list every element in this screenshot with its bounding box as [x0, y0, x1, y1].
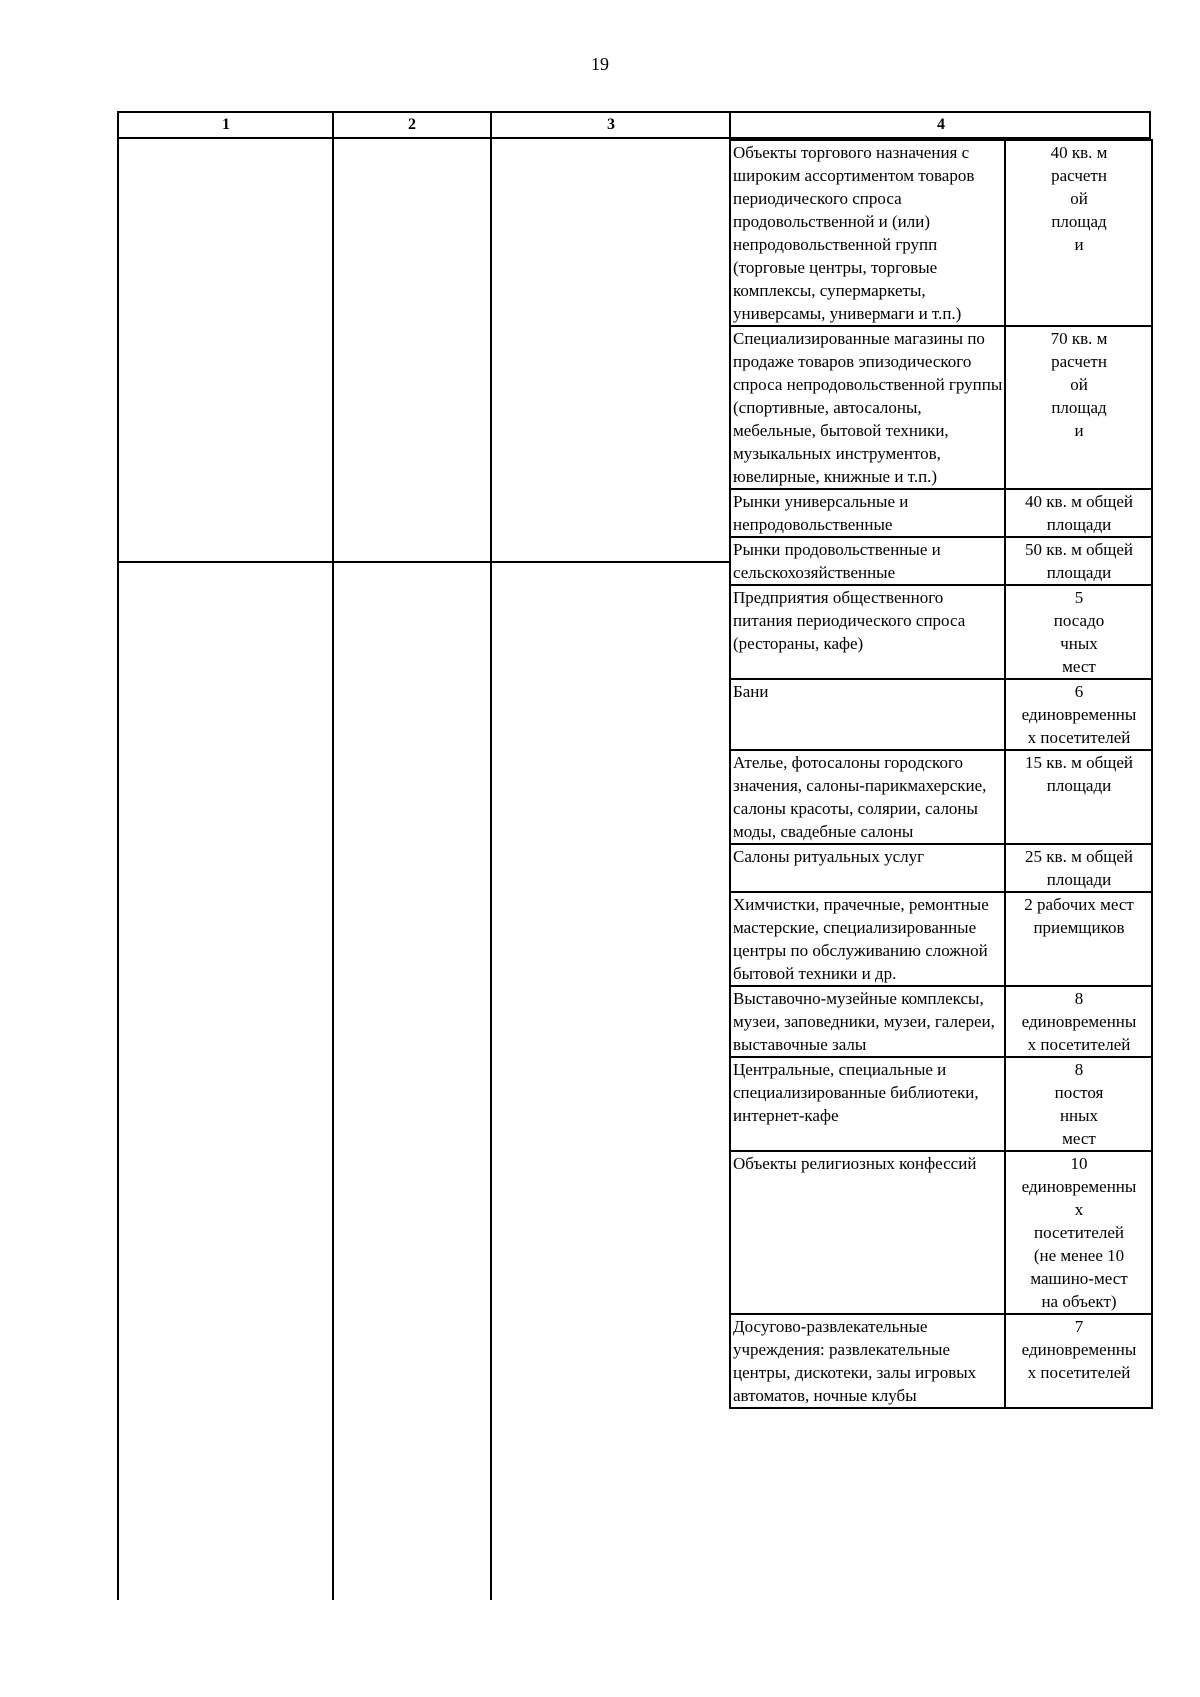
table-row: [730, 679, 1152, 750]
table-row: [730, 537, 1152, 585]
facility-type-cell: Объекты религиозных конфессий: [730, 1151, 1005, 1314]
norm-cell: 8 единовременны х посетителей: [1005, 986, 1152, 1057]
facility-type-cell: Ателье, фотосалоны городского значения, салоны-парикмахерские, салоны красоты, солярии, салоны моды, свадебные салоны: [730, 750, 1005, 844]
facility-type-cell: Предприятия общественного питания периодического спроса (рестораны, кафе): [730, 585, 1005, 679]
norm-cell: 15 кв. м общей площади: [1005, 750, 1152, 844]
facility-type-cell: Специализированные магазины по продаже товаров эпизодического спроса непродовольственной группы (спортивные, автосалоны, мебельные, бытовой техники, музыкальных инструментов, ювелирные, книжные и т.п.): [730, 326, 1005, 489]
column-divider-2-3: [490, 111, 492, 1600]
norm-cell: 40 кв. м расчетн ой площад и: [1005, 140, 1152, 326]
table-row: [730, 489, 1152, 537]
table-row: [730, 892, 1152, 986]
facility-type-cell: Бани: [730, 679, 1005, 750]
norm-cell: 50 кв. м общей площади: [1005, 537, 1152, 585]
facility-type-cell: Выставочно-музейные комплексы, музеи, заповедники, музеи, галереи, выставочные залы: [730, 986, 1005, 1057]
facility-type-cell: Салоны ритуальных услуг: [730, 844, 1005, 892]
norm-cell: 6 единовременны х посетителей: [1005, 679, 1152, 750]
norm-cell: 8 постоя нных мест: [1005, 1057, 1152, 1151]
column-header-2: 2: [408, 116, 416, 133]
table-row: [730, 844, 1152, 892]
table-row: [730, 585, 1152, 679]
norm-cell: 5 посадо чных мест: [1005, 585, 1152, 679]
norms-table: [729, 139, 1153, 1409]
table-row: [730, 1314, 1152, 1408]
column-divider-1-2: [332, 111, 334, 1600]
table-row: [730, 1151, 1152, 1314]
column-divider-3-4: [729, 111, 731, 141]
norm-cell: 10 единовременны х посетителей (не менее 10 машино-мест на объект): [1005, 1151, 1152, 1314]
facility-type-cell: Рынки универсальные и непродовольственные: [730, 489, 1005, 537]
facility-type-cell: Центральные, специальные и специализированные библиотеки, интернет-кафе: [730, 1057, 1005, 1151]
facility-type-cell: Объекты торгового назначения с широким ассортиментом товаров периодического спроса продовольственной и (или) непродовольственной групп (торговые центры, торговые комплексы, супермаркеты, универсамы, универмаги и т.п.): [730, 140, 1005, 326]
facility-type-cell: Рынки продовольственные и сельскохозяйственные: [730, 537, 1005, 585]
norm-cell: 70 кв. м расчетн ой площад и: [1005, 326, 1152, 489]
table-row: [730, 140, 1152, 326]
page-number: 19: [591, 54, 609, 74]
table-row: [730, 1057, 1152, 1151]
table-row: [730, 326, 1152, 489]
facility-type-cell: Досугово-развлекательные учреждения: развлекательные центры, дискотеки, залы игровых автоматов, ночные клубы: [730, 1314, 1005, 1408]
table-header: [119, 111, 1151, 139]
norm-cell: 7 единовременны х посетителей: [1005, 1314, 1152, 1408]
norm-cell: 25 кв. м общей площади: [1005, 844, 1152, 892]
table-row: [730, 750, 1152, 844]
norm-cell: 2 рабочих мест приемщиков: [1005, 892, 1152, 986]
column-header-4: 4: [937, 116, 945, 133]
table-border-left: [117, 111, 119, 1600]
column-header-3: 3: [607, 116, 615, 133]
table-border-right: [1149, 111, 1151, 141]
norm-cell: 40 кв. м общей площади: [1005, 489, 1152, 537]
table-row: [730, 986, 1152, 1057]
facility-type-cell: Химчистки, прачечные, ремонтные мастерские, специализированные центры по обслуживанию сложной бытовой техники и др.: [730, 892, 1005, 986]
column-header-1: 1: [222, 116, 230, 133]
group-divider: [117, 561, 731, 563]
